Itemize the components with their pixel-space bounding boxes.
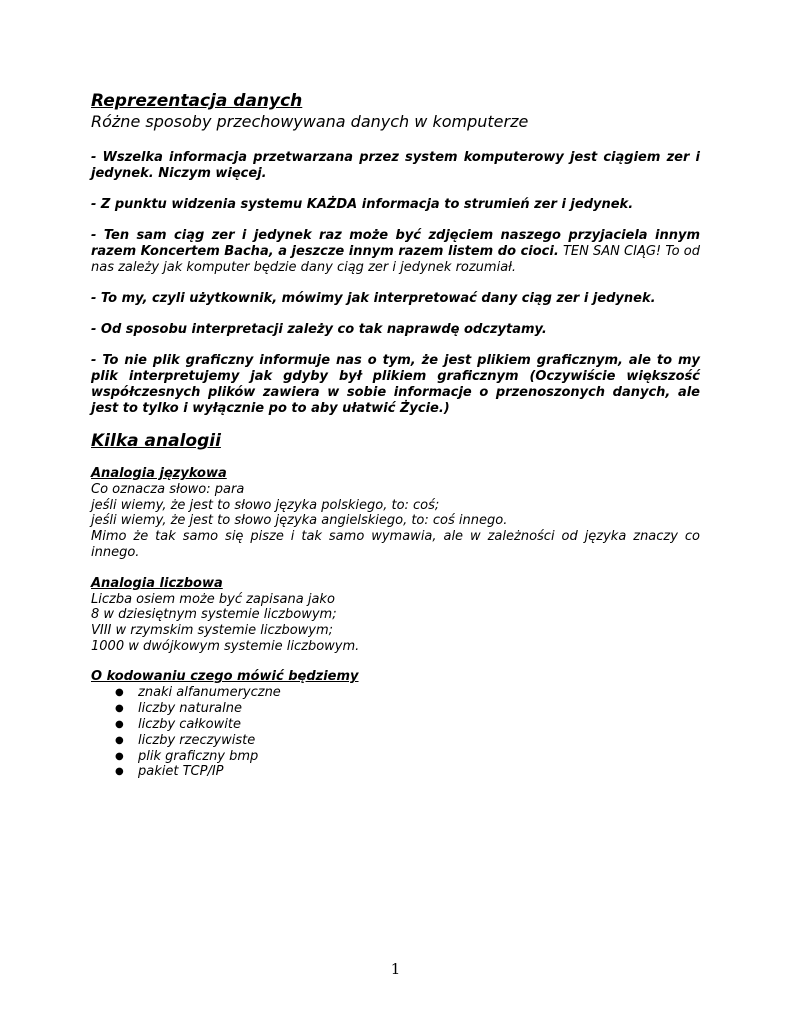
language-analogy-title: Analogia językowa: [91, 466, 227, 481]
list-item-label: liczby rzeczywiste: [138, 732, 256, 748]
bullet-icon: ●: [115, 687, 124, 699]
paragraph-3-main: - Ten sam ciąg zer i jedynek raz może być zdjęciem naszego przyjaciela innym razem Koncertem Bacha, a jeszcze innym razem listem do cioci.: [91, 228, 700, 259]
paragraph-3: [91, 228, 700, 276]
bullet-icon: ●: [115, 718, 124, 730]
coding-topics: [91, 669, 700, 780]
list-item-label: znaki alfanumeryczne: [138, 685, 281, 701]
paragraph-2: - Z punktu widzenia systemu KAŻDA informacja to strumień zer i jedynek.: [91, 197, 634, 212]
number-analogy-line: Liczba osiem może być zapisana jako: [91, 591, 335, 607]
paragraph-6: - To nie plik graficzny informuje nas o tym, że jest plikiem graficznym, ale to my plik interpretujemy jak gdyby był plikiem graficznym (Oczywiście większość współczesnych plików zawiera w sobie informacje o przenoszonych danych, ale jest to tylko i wyłącznie po to aby ułatwić Życie.): [91, 353, 700, 416]
list-item: [91, 717, 700, 733]
list-item-label: plik graficzny bmp: [138, 748, 259, 764]
language-analogy-line: Mimo że tak samo się pisze i tak samo wymawia, ale w zależności od języka znaczy co innego.: [91, 529, 700, 560]
language-analogy: [91, 466, 700, 561]
bullet-icon: ●: [115, 766, 124, 778]
document-title: Reprezentacja danych: [91, 91, 303, 111]
list-item: [91, 733, 700, 749]
paragraph-5: - Od sposobu interpretacji zależy co tak naprawdę odczytamy.: [91, 322, 547, 337]
document-page: [91, 91, 700, 795]
number-analogy: [91, 576, 700, 655]
paragraph-1: - Wszelka informacja przetwarzana przez system komputerowy jest ciągiem zer i jedynek. Niczym więcej.: [91, 150, 700, 181]
paragraph-4: - To my, czyli użytkownik, mówimy jak interpretować dany ciąg zer i jedynek.: [91, 291, 656, 306]
list-item-label: liczby naturalne: [138, 701, 242, 717]
list-item: [91, 764, 700, 780]
document-subtitle: Różne sposoby przechowywana danych w komputerze: [91, 112, 529, 131]
language-analogy-line: Co oznacza słowo: para: [91, 482, 245, 497]
page-number: 1: [390, 960, 401, 978]
list-item-label: pakiet TCP/IP: [138, 764, 224, 780]
list-item: [91, 685, 700, 701]
list-item-label: liczby całkowite: [138, 716, 241, 732]
number-analogy-line: 8 w dziesiętnym systemie liczbowym;: [91, 607, 337, 623]
bullet-icon: ●: [115, 750, 124, 762]
bullet-icon: ●: [115, 734, 124, 746]
number-analogy-line: VIII w rzymskim systemie liczbowym;: [91, 622, 334, 638]
section-title-analogies: Kilka analogii: [91, 431, 221, 451]
language-analogy-line: jeśli wiemy, że jest to słowo języka angielskiego, to: coś innego.: [91, 513, 508, 529]
number-analogy-line: 1000 w dwójkowym systemie liczbowym.: [91, 638, 360, 654]
paragraph-3-note: TEN SAN CIĄG! To od nas zależy jak komputer będzie dany ciąg zer i jedynek rozumiał.: [91, 244, 700, 275]
coding-topics-title: O kodowaniu czego mówić będziemy: [91, 669, 359, 685]
number-analogy-title: Analogia liczbowa: [91, 575, 223, 591]
list-item: [91, 701, 700, 717]
bullet-icon: ●: [115, 703, 124, 715]
coding-topics-list: [91, 685, 700, 780]
language-analogy-line: jeśli wiemy, że jest to słowo języka polskiego, to: coś;: [91, 497, 440, 513]
list-item: [91, 749, 700, 765]
